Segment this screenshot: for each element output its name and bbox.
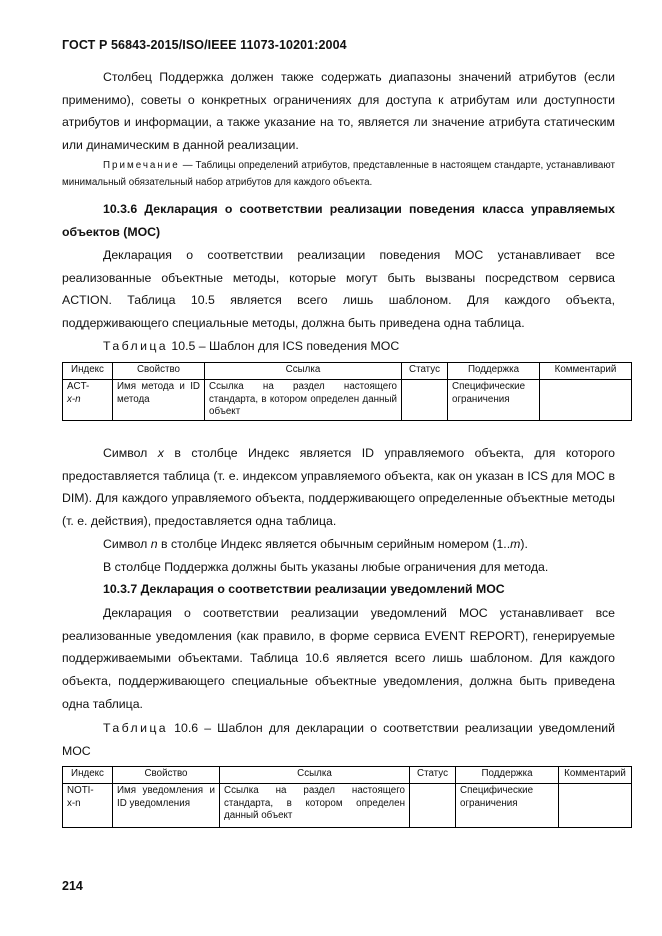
section-heading-10-3-6: 10.3.6 Декларация о соответствии реализации поведения класса управляемых объектов (МОС) xyxy=(62,202,615,239)
table-10-5 xyxy=(62,362,632,421)
note-text: — Таблицы определений атрибутов, представленные в настоящем стандарте, устанавливают минимальный обязательный набор атрибутов для каждого объекта. xyxy=(62,160,615,188)
document-header: ГОСТ Р 56843-2015/ISO/IEEE 11073-10201:2004 xyxy=(62,38,347,52)
column-header-index: Индекс xyxy=(63,767,113,784)
note-label: Примечание xyxy=(103,160,180,171)
text: в столбце Индекс является ID управляемого объекта, для которого предоставляется таблица (т. е. индексом управляемого объекта, как он указан в ICS для МОС в DIM). Для каждого управляемого объекта, поддерживающего определенные объектные методы (т. е. действия), предоставляется одна таблица. xyxy=(62,446,615,529)
table-row xyxy=(63,380,632,421)
table-caption-text: 10.6 – Шаблон для декларации о соответствии реализации уведомлений МОС xyxy=(62,721,615,758)
cell-property: Имя метода и ID метода xyxy=(113,380,205,421)
section-heading-10-3-7: 10.3.7 Декларация о соответствии реализации уведомлений МОС xyxy=(103,582,505,596)
paragraph-symbol-n xyxy=(62,533,615,556)
cell-index xyxy=(63,784,113,828)
cell-index-prefix: NOTI- xyxy=(67,785,94,796)
paragraph-symbol-x xyxy=(62,442,615,533)
cell-reference: Ссылка на раздел настоящего стандарта, в котором определен данный объект xyxy=(205,380,402,421)
cell-comment xyxy=(559,784,632,828)
table-header-row xyxy=(63,767,632,784)
cell-index-prefix: ACT- xyxy=(67,381,90,392)
paragraph-support-column: Столбец Поддержка должен также содержать диапазоны значений атрибутов (если применимо), советы о конкретных ограничениях для доступа к атрибутам или доступности атрибутов и информации, а также указание на то, является ли значение атрибута статическим или динамическим в данной реализации. xyxy=(62,70,615,153)
text: ). xyxy=(520,537,528,551)
column-header-property: Свойство xyxy=(113,363,205,380)
table-caption-label: Таблица xyxy=(103,721,169,735)
note xyxy=(62,158,615,191)
cell-status xyxy=(402,380,448,421)
paragraph-support-limits: В столбце Поддержка должны быть указаны любые ограничения для метода. xyxy=(103,560,549,574)
column-header-index: Индекс xyxy=(63,363,113,380)
table-caption-label: Таблица xyxy=(103,339,169,353)
symbol-x: x xyxy=(157,446,164,460)
cell-status xyxy=(410,784,456,828)
text: Символ xyxy=(103,446,158,460)
cell-support: Специфические ограничения xyxy=(456,784,559,828)
column-header-reference: Ссылка xyxy=(205,363,402,380)
table-caption-text: 10.5 – Шаблон для ICS поведения МОС xyxy=(168,339,400,353)
column-header-support: Поддержка xyxy=(448,363,540,380)
column-header-reference: Ссылка xyxy=(220,767,410,784)
cell-index xyxy=(63,380,113,421)
cell-index-suffix: x-n xyxy=(67,797,81,809)
text: в столбце Индекс является обычным серийным номером (1.. xyxy=(157,537,511,551)
column-header-status: Статус xyxy=(402,363,448,380)
cell-reference: Ссылка на раздел настоящего стандарта, в котором определен данный объект xyxy=(220,784,410,828)
symbol-m: m xyxy=(510,537,521,551)
page-number: 214 xyxy=(62,879,83,893)
column-header-comment: Комментарий xyxy=(540,363,632,380)
table-header-row xyxy=(63,363,632,380)
table-10-6 xyxy=(62,766,632,828)
cell-property: Имя уведомления и ID уведомления xyxy=(113,784,220,828)
symbol-n: n xyxy=(150,537,158,551)
paragraph-moc-behavior: Декларация о соответствии реализации поведения МОС устанавливает все реализованные объектные методы, которые могут быть вызваны посредством сервиса ACTION. Таблица 10.5 является всего лишь шаблоном. Для каждого объекта, поддерживающего специальные методы, должна быть приведена одна таблица. xyxy=(62,248,615,331)
table-row xyxy=(63,784,632,828)
cell-support: Специфические ограничения xyxy=(448,380,540,421)
table-caption-10-5 xyxy=(62,335,615,358)
cell-index-suffix: x-n xyxy=(67,393,81,405)
column-header-status: Статус xyxy=(410,767,456,784)
column-header-comment: Комментарий xyxy=(559,767,632,784)
column-header-support: Поддержка xyxy=(456,767,559,784)
column-header-property: Свойство xyxy=(113,767,220,784)
cell-comment xyxy=(540,380,632,421)
paragraph-moc-notifications: Декларация о соответствии реализации уведомлений МОС устанавливает все реализованные уведомления (как правило, в форме сервиса EVENT REPORT), генерируемые поддерживаемыми объектами. Таблица 10.6 является всего лишь шаблоном. Для каждого объекта, поддерживающего специальные объектные уведомления, должна быть приведена одна таблица. xyxy=(62,606,615,711)
table-caption-10-6 xyxy=(62,717,615,762)
text: Символ xyxy=(103,537,151,551)
